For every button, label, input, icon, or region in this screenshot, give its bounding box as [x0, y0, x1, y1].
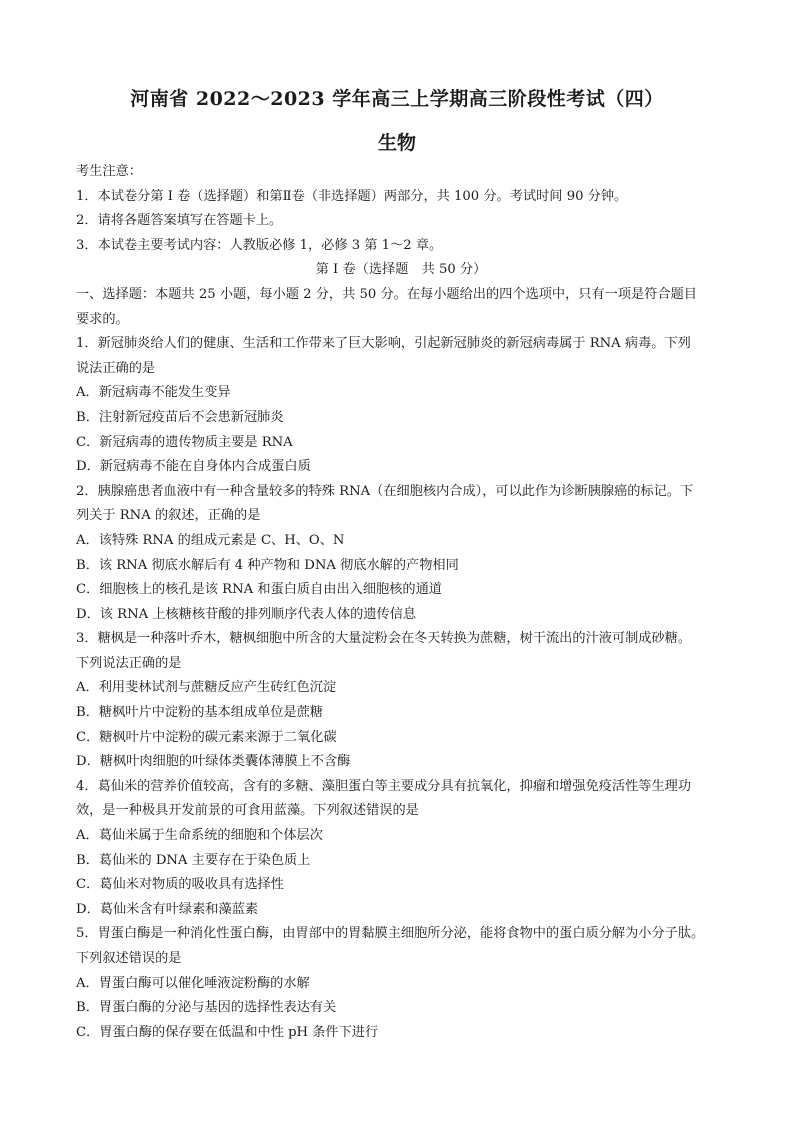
question-stem: 效，是一种极具开发前景的可食用蓝藻。下列叙述错误的是: [76, 803, 419, 819]
option-d: D．糖枫叶肉细胞的叶绿体类囊体薄膜上不含酶: [76, 754, 351, 770]
option-a: A．该特殊 RNA 的组成元素是 C、H、O、N: [76, 532, 345, 548]
option-b: B．注射新冠疫苗后不会患新冠肺炎: [76, 409, 284, 425]
question-stem: 下列说法正确的是: [76, 655, 182, 671]
option-b: B．葛仙米的 DNA 主要存在于染色质上: [76, 852, 311, 868]
option-a: A．胃蛋白酶可以催化唾液淀粉酶的水解: [76, 975, 310, 991]
option-c: C．葛仙米对物质的吸收具有选择性: [76, 877, 284, 893]
question-3: [76, 627, 726, 775]
option-b: B．糖枫叶片中淀粉的基本组成单位是蔗糖: [76, 705, 324, 721]
notice-item: 2．请将各题答案填写在答题卡上。: [76, 213, 283, 229]
question-stem: 下列叙述错误的是: [76, 951, 182, 966]
option-c: C．细胞核上的核孔是该 RNA 和蛋白质自由出入细胞核的通道: [76, 582, 442, 598]
section-instructions: 要求的。: [76, 311, 129, 327]
section-instructions: 一、选择题：本题共 25 小题，每小题 2 分，共 50 分。在每小题给出的四个选项中，只有一项是符合题目: [76, 286, 697, 302]
exam-subject: 生物: [377, 132, 416, 154]
option-d: D．该 RNA 上核糖核苷酸的排列顺序代表人体的遗传信息: [76, 606, 417, 622]
option-b: B．该 RNA 彻底水解后有 4 种产物和 DNA 彻底水解的产物相同: [76, 557, 459, 573]
notice-item: 1．本试卷分第 I 卷（选择题）和第Ⅱ卷（非选择题）两部分，共 100 分。考试时间 90 分钟。: [76, 188, 628, 204]
option-a: A．新冠病毒不能发生变异: [76, 385, 231, 401]
question-stem: 5．胃蛋白酶是一种消化性蛋白酶，由胃部中的胃黏膜主细胞所分泌，能将食物中的蛋白质分解为小分子肽。: [76, 926, 705, 942]
question-stem: 列关于 RNA 的叙述，正确的是: [76, 508, 261, 524]
exam-body: [76, 160, 726, 1045]
option-d: D．葛仙米含有叶绿素和藻蓝素: [76, 901, 259, 917]
notice-heading: 考生注意：: [76, 164, 142, 179]
question-stem: 1．新冠肺炎给人们的健康、生活和工作带来了巨大影响，引起新冠肺炎的新冠病毒属于 RNA 病毒。下列: [76, 336, 691, 352]
question-stem: 说法正确的是: [76, 360, 156, 376]
option-b: B．胃蛋白酶的分泌与基因的选择性表达有关: [76, 1000, 337, 1016]
notice-item: 3．本试卷主要考试内容：人教版必修 1，必修 3 第 1～2 章。: [76, 237, 443, 253]
question-2: [76, 480, 726, 628]
question-4: [76, 775, 726, 923]
option-a: A．葛仙米属于生命系统的细胞和个体层次: [76, 828, 323, 844]
option-a: A．利用斐林试剂与蔗糖反应产生砖红色沉淀: [76, 680, 337, 696]
question-1: [76, 332, 726, 480]
exam-title: 河南省 2022～2023 学年高三上学期高三阶段性考试（四）: [130, 88, 664, 110]
option-c: C．糖枫叶片中淀粉的碳元素来源于二氧化碳: [76, 729, 337, 745]
question-stem: 2．胰腺癌患者血液中有一种含量较多的特殊 RNA（在细胞核内合成），可以此作为诊断胰腺癌的标记。下: [76, 483, 694, 499]
option-c: C．新冠病毒的遗传物质主要是 RNA: [76, 434, 293, 450]
option-c: C．胃蛋白酶的保存要在低温和中性 pH 条件下进行: [76, 1024, 379, 1040]
question-stem: 3．糖枫是一种落叶乔木，糖枫细胞中所含的大量淀粉会在冬天转换为蔗糖，树干流出的汁液可制成砂糖。: [76, 631, 692, 647]
question-stem: 4．葛仙米的营养价值较高，含有的多糖、藻胆蛋白等主要成分具有抗氧化，抑瘤和增强免疫活性等生理功: [76, 778, 692, 794]
section-title: 第 I 卷（选择题 共 50 分）: [315, 262, 487, 278]
question-5: [76, 922, 726, 1045]
option-d: D．新冠病毒不能在自身体内合成蛋白质: [76, 459, 311, 475]
